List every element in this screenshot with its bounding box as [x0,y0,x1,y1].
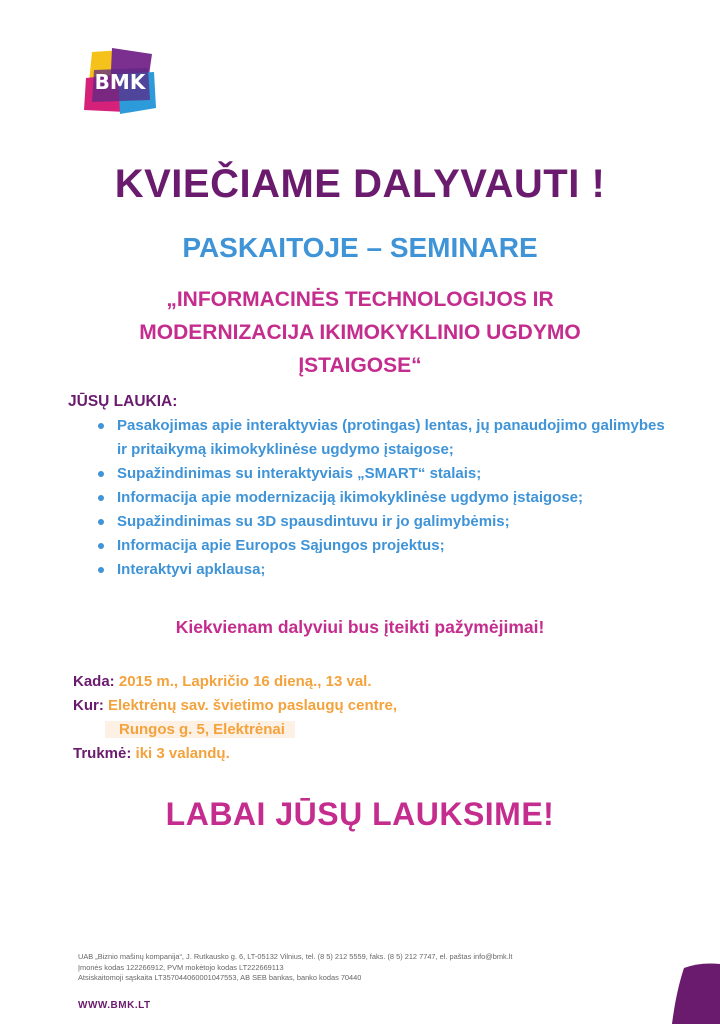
seminar-topic [80,283,640,382]
where-row [73,697,397,714]
list-item-text: Supažindinimas su interaktyviais „SMART“ stalais; [117,464,482,482]
list-item-text: Pasakojimas apie interaktyvias (protingas) lentas, jų panaudojimo galimybes ir pritaikymą ikimokyklinėse ugdymo įstaigose; [117,417,665,458]
when-label: Kada: [73,673,115,690]
list-item [98,534,678,558]
bullet-icon [98,471,104,477]
list-item-text: Supažindinimas su 3D spausdintuvu ir jo galimybėmis; [117,512,510,530]
list-item [98,414,678,461]
website-link[interactable]: WWW.BMK.LT [78,1000,151,1011]
bullet-icon [98,495,104,501]
bullet-icon [98,567,104,573]
bmk-logo [82,48,158,116]
footer [78,952,638,984]
where-address: Rungos g. 5, Elektrėnai [105,721,295,738]
list-item [98,462,678,486]
where-label: Kur: [73,697,104,714]
footer-line: Įmonės kodas 122266912, PVM mokėtojo kodas LT222669113 [78,962,284,972]
footer-line: UAB „Biznio mašinų kompanija“, J. Rutkausko g. 6, LT-05132 Vilnius, tel. (8 5) 212 5559, faks. (8 5) 212 7747, el. paštas info@bmk.lt [78,952,513,961]
bullet-icon [98,423,104,429]
bullet-icon [98,519,104,525]
list-item [98,486,678,510]
list-item [98,558,678,582]
duration-value: iki 3 valandų. [135,745,230,762]
topic-line: „INFORMACINĖS TECHNOLOGIJOS IR [166,288,554,311]
list-item-text: Interaktyvi apklausa; [117,560,266,578]
list-item-text: Informacija apie Europos Sąjungos projektus; [117,536,445,554]
closing-text: LABAI JŪSŲ LAUKSIME! [165,796,555,832]
bullet-icon [98,543,104,549]
where-row-2 [105,721,295,738]
page-title: KVIEČIAME DALYVAUTI ! [114,162,606,206]
subtitle: PASKAITOJE – SEMINARE [182,232,538,263]
certificates-note: Kiekvienam dalyviui bus įteikti pažymėjimai! [175,617,545,637]
corner-shape-icon [670,962,720,1024]
topic-line: ĮSTAIGOSE“ [298,354,422,377]
list-item [98,510,678,534]
footer-line: Atsiskaitomoji sąskaita LT357044060001047553, AB SEB bankas, banko kodas 70440 [78,973,362,982]
duration-row [73,745,230,762]
when-row [73,673,372,690]
topic-line: MODERNIZACIJA IKIMOKYKLINIO UGDYMO [139,321,581,344]
logo-text: BMK [94,70,146,94]
expect-heading: JŪSŲ LAUKIA: [68,393,178,410]
corner-decoration [670,962,720,1024]
expect-list [98,414,678,582]
where-value: Elektrėnų sav. švietimo paslaugų centre, [108,697,397,714]
when-value: 2015 m., Lapkričio 16 dieną., 13 val. [118,673,372,690]
list-item-text: Informacija apie modernizaciją ikimokyklinėse ugdymo įstaigose; [117,488,583,506]
duration-label: Trukmė: [73,745,132,762]
